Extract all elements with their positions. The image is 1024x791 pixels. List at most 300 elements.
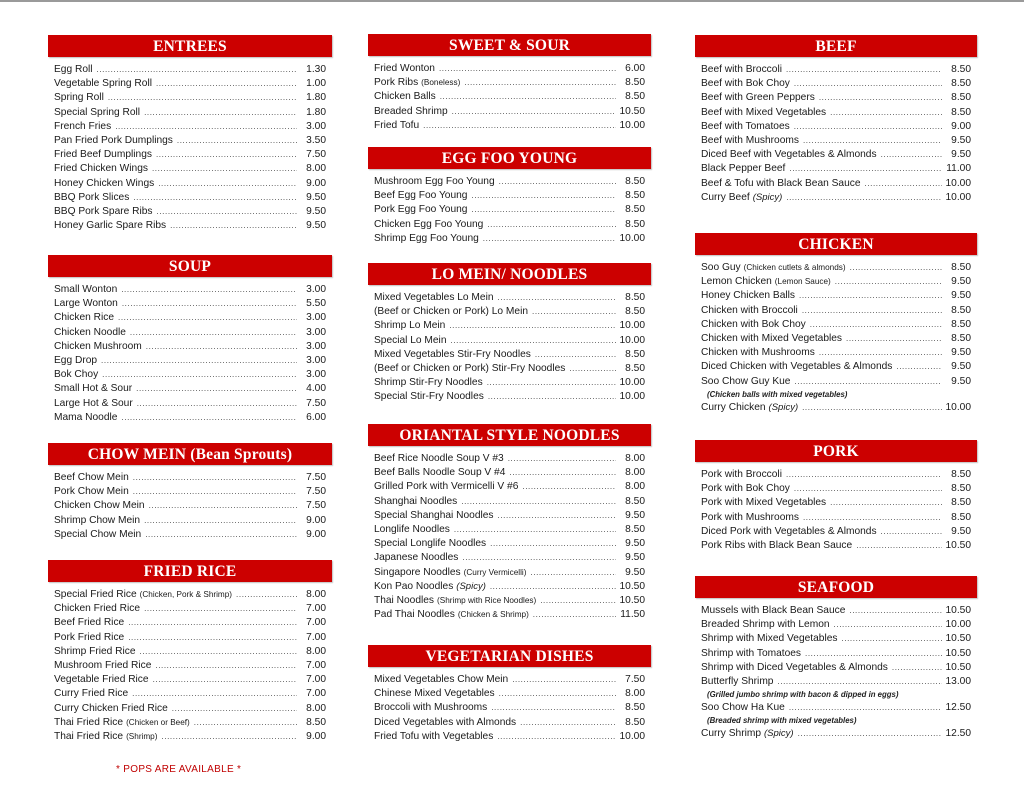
menu-item-name: Pork Ribs	[374, 77, 419, 89]
menu-item-name: Beef with Mixed Vegetables	[701, 106, 827, 118]
menu-item	[374, 232, 645, 246]
menu-item	[54, 205, 326, 219]
menu-item-price: 8.50	[951, 469, 971, 480]
dot-leader	[118, 311, 297, 325]
menu-item	[701, 375, 971, 389]
dot-leader	[483, 232, 616, 246]
menu-item-price: 6.00	[625, 63, 645, 74]
menu-item-price: 8.50	[951, 483, 971, 495]
menu-item-price: 8.50	[951, 92, 971, 104]
dot-leader	[841, 632, 942, 646]
menu-item	[54, 645, 326, 659]
dot-leader	[423, 119, 616, 133]
menu-item-name: Pork Ribs with Black Bean Sauce	[701, 539, 853, 551]
menu-item	[54, 162, 326, 176]
dot-leader	[786, 191, 942, 205]
menu-item-price: 3.00	[306, 312, 326, 324]
menu-item-name: Beef with Green Peppers	[701, 92, 815, 104]
menu-item	[374, 509, 645, 523]
dot-leader	[835, 275, 942, 289]
menu-item-name: (Beef or Chicken or Pork) Lo Mein	[374, 306, 529, 318]
menu-item-list	[48, 283, 332, 425]
menu-item-price: 9.50	[625, 538, 645, 550]
menu-item	[374, 716, 645, 730]
menu-item	[701, 162, 971, 176]
spicy-note: (Spicy)	[752, 191, 783, 203]
dot-leader	[130, 326, 297, 340]
menu-item	[701, 360, 971, 374]
dot-leader	[810, 318, 942, 332]
menu-item-price: 7.00	[306, 659, 326, 671]
menu-item-price: 9.50	[625, 552, 645, 564]
menu-item-price: 9.50	[951, 525, 971, 537]
menu-item-name: Curry Fried Rice	[54, 688, 129, 700]
menu-item-price: 9.00	[306, 528, 326, 540]
menu-item-name: Fried Tofu	[374, 119, 420, 131]
dot-leader	[137, 397, 297, 411]
menu-item-price: 9.50	[951, 361, 971, 373]
menu-item-name: Diced Pork with Vegetables & Almonds	[701, 525, 877, 537]
menu-item-name: French Fries	[54, 120, 112, 132]
menu-item	[374, 203, 645, 217]
dot-leader	[798, 727, 942, 741]
menu-item-price: 10.50	[945, 647, 971, 659]
dot-leader	[830, 496, 942, 510]
menu-item-name: Large Hot & Sour	[54, 397, 133, 409]
menu-item-price: 9.50	[306, 205, 326, 217]
menu-item	[54, 340, 326, 354]
menu-item-name: Beef with Tomatoes	[701, 120, 790, 132]
menu-item	[54, 687, 326, 701]
menu-item	[701, 177, 971, 191]
menu-item-price: 6.00	[306, 411, 326, 423]
menu-item-price: 9.50	[625, 566, 645, 578]
menu-item-price: 8.50	[625, 176, 645, 187]
menu-item-price: 3.00	[306, 354, 326, 366]
dot-leader	[128, 631, 297, 645]
menu-item-price: 11.50	[620, 609, 645, 621]
dot-leader	[802, 304, 942, 318]
menu-item-name: Diced Chicken with Vegetables & Almonds	[701, 361, 893, 373]
menu-item	[374, 319, 645, 333]
menu-item-name: Mama Noodle	[54, 411, 118, 423]
menu-item-name: Pork Chow Mein	[54, 486, 129, 498]
menu-item	[701, 332, 971, 346]
menu-item	[701, 482, 971, 496]
menu-item	[54, 514, 326, 528]
menu-item-name: Soo Chow Guy Kue	[701, 375, 791, 387]
menu-item-price: 10.00	[619, 320, 645, 332]
menu-item-name: Lemon Chicken	[701, 276, 772, 288]
menu-item-price: 8.50	[625, 362, 645, 374]
menu-item-name: Fried Beef Dumplings	[54, 149, 152, 161]
menu-item-price: 7.50	[625, 674, 645, 685]
menu-item-name: Fried Tofu with Vegetables	[374, 730, 494, 742]
spicy-note: (Spicy)	[764, 728, 794, 740]
dot-leader	[122, 297, 297, 311]
menu-item	[54, 499, 326, 513]
menu-item-price: 8.50	[951, 78, 971, 90]
dot-leader	[144, 106, 297, 120]
dot-leader	[856, 539, 942, 553]
menu-item-price: 8.50	[951, 304, 971, 316]
menu-item-price: 1.00	[306, 78, 326, 90]
dot-leader	[490, 580, 616, 594]
menu-item-price: 10.50	[945, 605, 971, 616]
menu-item	[54, 702, 326, 716]
menu-item-price: 10.00	[619, 391, 645, 403]
menu-item-name: Mussels with Black Bean Sauce	[701, 605, 846, 616]
menu-item-price: 8.00	[625, 481, 645, 493]
menu-item-name: Breaded Shrimp with Lemon	[701, 619, 830, 631]
dot-leader	[805, 647, 942, 661]
menu-item	[374, 687, 645, 701]
menu-item-name: Special Chow Mein	[54, 528, 142, 540]
menu-item-price: 7.50	[306, 486, 326, 498]
menu-item-name: Fried Wonton	[374, 63, 435, 74]
menu-item	[374, 566, 645, 580]
menu-item-price: 9.50	[951, 134, 971, 146]
dot-leader	[799, 289, 942, 303]
dot-leader	[115, 120, 297, 134]
menu-item-price: 8.00	[625, 453, 645, 464]
menu-item-name: Honey Garlic Spare Ribs	[54, 220, 167, 232]
dot-leader	[461, 495, 616, 509]
menu-item-price: 10.50	[945, 661, 971, 673]
dot-leader	[881, 148, 942, 162]
section-header: SOUP	[48, 255, 332, 277]
menu-item	[54, 616, 326, 630]
dot-leader	[487, 376, 616, 390]
dot-leader	[896, 360, 942, 374]
menu-item-price: 9.00	[306, 730, 326, 742]
menu-item-name: Small Hot & Sour	[54, 383, 133, 395]
menu-item-name: Bok Choy	[54, 369, 99, 381]
menu-item-note: (Shrimp with Rice Noodles)	[437, 595, 537, 605]
dot-leader	[535, 348, 616, 362]
dot-leader	[471, 189, 616, 203]
section-header: CHOW MEIN (Bean Sprouts)	[48, 443, 332, 465]
menu-item	[701, 63, 971, 77]
menu-item-name: Beef Chow Mein	[54, 472, 129, 483]
dot-leader	[497, 730, 616, 744]
dot-leader	[498, 291, 617, 305]
menu-item-price: 9.50	[306, 191, 326, 203]
menu-item-name: Pan Fried Pork Dumplings	[54, 134, 173, 146]
menu-item-name: Beef Balls Noodle Soup V #4	[374, 467, 506, 479]
menu-item-name: Broccoli with Mushrooms	[374, 702, 488, 714]
menu-item-price: 5.50	[306, 298, 326, 310]
section-beef	[695, 35, 977, 205]
dot-leader	[452, 105, 616, 119]
menu-item-name: Pork with Bok Choy	[701, 483, 790, 495]
dot-leader	[487, 218, 616, 232]
menu-item-price: 10.00	[945, 619, 971, 631]
dot-leader	[540, 594, 616, 608]
menu-item	[701, 77, 971, 91]
section-header: LO MEIN/ NOODLES	[368, 263, 651, 285]
menu-item	[374, 62, 645, 76]
menu-item-name: Butterfly Shrimp	[701, 675, 774, 687]
menu-item-price: 10.00	[945, 401, 971, 413]
dot-leader	[786, 468, 942, 482]
menu-item	[374, 291, 645, 305]
menu-item	[54, 311, 326, 325]
menu-item	[701, 496, 971, 510]
menu-item-name: Vegetable Fried Rice	[54, 674, 149, 686]
menu-item	[701, 511, 971, 525]
dot-leader	[488, 390, 616, 404]
menu-item-description: (Chicken balls with mixed vegetables)	[707, 389, 848, 399]
menu-item-name: Curry Chicken Fried Rice	[54, 702, 168, 714]
dot-leader	[121, 283, 297, 297]
menu-item-name: Egg Drop	[54, 354, 98, 366]
section-chow-mein	[48, 443, 332, 542]
dot-leader	[892, 661, 942, 675]
menu-item-name: Breaded Shrimp	[374, 105, 448, 117]
menu-item-name: Thai Fried Rice	[54, 716, 124, 728]
menu-item-price: 13.00	[945, 675, 971, 687]
menu-item-price: 8.50	[625, 292, 645, 303]
menu-item	[701, 661, 971, 675]
menu-item-name: Grilled Pork with Vermicelli V #6	[374, 481, 519, 493]
menu-item-name: Shrimp Egg Foo Young	[374, 232, 479, 244]
menu-item-price: 8.50	[951, 106, 971, 118]
spicy-note: (Spicy)	[456, 580, 486, 592]
menu-item-price: 9.50	[951, 290, 971, 302]
menu-item-price: 8.00	[306, 163, 326, 175]
dot-leader	[508, 452, 616, 466]
menu-item-name: Thai Noodles	[374, 594, 435, 606]
dot-leader	[499, 175, 616, 189]
section-seafood	[695, 576, 977, 742]
menu-item-price: 8.50	[625, 702, 645, 714]
menu-item	[54, 673, 326, 687]
dot-leader	[865, 177, 942, 191]
menu-item-note: (Curry Vermicelli)	[463, 567, 527, 577]
dot-leader	[789, 162, 942, 176]
dot-leader	[440, 90, 616, 104]
dot-leader	[834, 618, 942, 632]
menu-item-name: Black Pepper Beef	[701, 163, 786, 175]
menu-item-price: 8.00	[306, 589, 326, 600]
menu-item	[374, 701, 645, 715]
menu-item-name: Pork with Broccoli	[701, 469, 782, 480]
dot-leader	[794, 375, 942, 389]
menu-item-description: (Breaded shrimp with mixed vegetables)	[707, 716, 857, 726]
menu-item	[374, 390, 645, 404]
dot-leader	[172, 702, 297, 716]
spicy-note: (Spicy)	[768, 401, 799, 413]
menu-item-price: 3.00	[306, 120, 326, 132]
menu-item-name: Special Fried Rice	[54, 589, 137, 600]
menu-item	[374, 90, 645, 104]
menu-item-name: Large Wonton	[54, 298, 118, 310]
menu-item-note: (Shrimp)	[126, 731, 158, 741]
menu-item-name: Beef Fried Rice	[54, 617, 125, 629]
dot-leader	[132, 687, 297, 701]
menu-item	[54, 106, 326, 120]
menu-item	[701, 468, 971, 482]
menu-item	[54, 730, 326, 744]
menu-item-name: Soo Guy	[701, 262, 741, 273]
dot-leader	[462, 551, 616, 565]
menu-item-name: Fried Chicken Wings	[54, 163, 148, 175]
menu-item-name: Special Lo Mein	[374, 334, 447, 346]
menu-item-price: 9.00	[306, 514, 326, 526]
menu-item	[54, 471, 326, 485]
menu-item-name: Shrimp Lo Mein	[374, 320, 446, 332]
menu-item-price: 9.50	[951, 276, 971, 288]
menu-item	[54, 588, 326, 602]
menu-item	[54, 326, 326, 340]
menu-item-name: Chicken with Broccoli	[701, 304, 798, 316]
menu-item-price: 1.30	[306, 64, 326, 75]
menu-item	[701, 148, 971, 162]
menu-item-name: Pork with Mushrooms	[701, 511, 799, 523]
menu-item	[701, 261, 971, 275]
menu-item-name: Special Spring Roll	[54, 106, 141, 118]
section-oriental-noodles	[368, 424, 651, 622]
menu-item-price: 10.50	[945, 633, 971, 645]
menu-item	[54, 411, 326, 425]
menu-item-price: 8.50	[951, 64, 971, 75]
menu-item-name: Special Stir-Fry Noodles	[374, 391, 484, 403]
menu-item	[701, 134, 971, 148]
menu-item-note: (Chicken or Beef)	[126, 717, 190, 727]
section-header: ORIANTAL STYLE NOODLES	[368, 424, 651, 446]
menu-item-price: 10.00	[945, 191, 971, 203]
menu-item-name: Mixed Vegetables Stir-Fry Noodles	[374, 348, 531, 360]
section-header: VEGETARIAN DISHES	[368, 645, 651, 667]
menu-item-price: 8.50	[625, 91, 645, 103]
menu-item-price: 10.00	[945, 177, 971, 189]
menu-item-price: 10.00	[619, 377, 645, 389]
menu-item-price: 9.50	[306, 220, 326, 232]
dot-leader	[803, 134, 942, 148]
menu-item	[54, 354, 326, 368]
menu-item-price: 9.50	[951, 149, 971, 161]
menu-item-name: Shrimp Chow Mein	[54, 514, 141, 526]
menu-item	[54, 148, 326, 162]
menu-item-name: Beef with Broccoli	[701, 64, 782, 75]
menu-item-name: Soo Chow Ha Kue	[701, 702, 785, 714]
dot-leader	[849, 604, 942, 618]
dot-leader	[522, 480, 616, 494]
pops-available-note: * POPS ARE AVAILABLE *	[116, 764, 242, 775]
section-soup	[48, 255, 332, 425]
menu-item-name: Chicken Fried Rice	[54, 603, 141, 615]
menu-item-name: Special Shanghai Noodles	[374, 509, 494, 521]
menu-item-list	[48, 63, 332, 233]
menu-item-name: Chicken Chow Mein	[54, 500, 145, 512]
dot-leader	[451, 334, 617, 348]
menu-item	[374, 119, 645, 133]
dot-leader	[145, 528, 297, 542]
menu-item-price: 7.00	[306, 631, 326, 643]
menu-item-price: 9.50	[625, 509, 645, 521]
menu-item-name: Vegetable Spring Roll	[54, 78, 152, 90]
menu-item-price: 8.00	[306, 645, 326, 657]
menu-item-price: 10.00	[619, 119, 645, 131]
menu-item-name: Mushroom Egg Foo Young	[374, 176, 495, 187]
menu-item-name: Shrimp with Diced Vegetables & Almonds	[701, 661, 888, 673]
menu-item-name: BBQ Pork Slices	[54, 191, 130, 203]
menu-item	[374, 218, 645, 232]
menu-item-name: Egg Roll	[54, 64, 93, 75]
dot-leader	[491, 701, 616, 715]
menu-item-price: 8.50	[951, 511, 971, 523]
menu-item-name: Beef Rice Noodle Soup V #3	[374, 453, 504, 464]
menu-item	[54, 134, 326, 148]
menu-item	[701, 120, 971, 134]
menu-item-price: 10.50	[619, 105, 645, 117]
dot-leader	[133, 471, 297, 485]
menu-item-price: 8.50	[625, 77, 645, 89]
menu-item	[54, 63, 326, 77]
dot-leader	[236, 588, 297, 602]
dot-leader	[156, 77, 297, 91]
dot-leader	[786, 63, 942, 77]
menu-item-name: Thai Fried Rice	[54, 730, 124, 742]
menu-item-name: Japanese Noodles	[374, 552, 459, 564]
menu-item	[701, 106, 971, 120]
menu-item-list	[695, 468, 977, 553]
menu-item	[54, 120, 326, 134]
menu-item-name: Longlife Noodles	[374, 523, 450, 535]
menu-item	[374, 673, 645, 687]
menu-item-price: 7.50	[306, 397, 326, 409]
menu-item	[54, 368, 326, 382]
menu-item-price: 3.00	[306, 326, 326, 338]
menu-item	[54, 382, 326, 396]
menu-item	[374, 480, 645, 494]
menu-item	[54, 528, 326, 542]
menu-item-name: Beef with Mushrooms	[701, 134, 799, 146]
dot-leader	[533, 608, 616, 622]
menu-item-name: Spring Roll	[54, 92, 104, 104]
menu-item	[54, 283, 326, 297]
dot-leader	[177, 134, 297, 148]
menu-item-price: 4.00	[306, 383, 326, 395]
menu-item	[374, 608, 645, 622]
menu-item-name: Beef with Bok Choy	[701, 78, 790, 90]
menu-item	[54, 602, 326, 616]
section-header: ENTREES	[48, 35, 332, 57]
menu-item-name: Chicken Noodle	[54, 326, 126, 338]
dot-leader	[133, 191, 297, 205]
menu-item-name: Special Longlife Noodles	[374, 538, 487, 550]
section-header: EGG FOO YOUNG	[368, 147, 651, 169]
menu-item	[374, 189, 645, 203]
dot-leader	[140, 645, 297, 659]
menu-item	[54, 631, 326, 645]
menu-item	[701, 318, 971, 332]
menu-item-price: 11.00	[946, 163, 971, 175]
dot-leader	[794, 120, 942, 134]
menu-item-name: Shrimp Stir-Fry Noodles	[374, 377, 483, 389]
menu-item-name: Mixed Vegetables Lo Mein	[374, 292, 494, 303]
menu-item	[374, 105, 645, 119]
menu-item	[701, 618, 971, 632]
menu-item-price: 8.50	[625, 306, 645, 318]
menu-item	[701, 191, 971, 205]
dot-leader	[128, 616, 297, 630]
menu-item-description: (Grilled jumbo shrimp with bacon & dipped in eggs)	[707, 690, 899, 700]
dot-leader	[830, 106, 942, 120]
menu-item-price: 7.50	[306, 500, 326, 512]
section-header: SEAFOOD	[695, 576, 977, 598]
